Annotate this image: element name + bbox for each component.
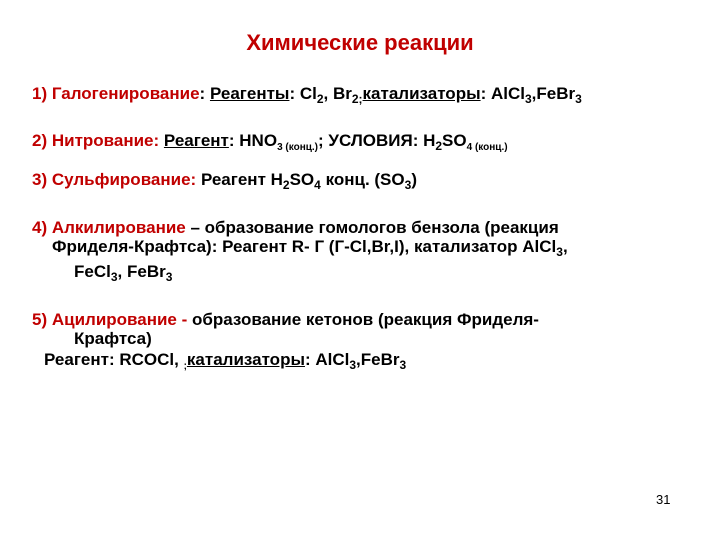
reagent-text: , Br <box>323 84 352 103</box>
reagent-text: : Cl <box>289 84 317 103</box>
subscript: 3 <box>404 178 412 192</box>
description-text: Фриделя-Крафтса): Реагент R- Г (Г-Cl,Br,I), катализатор AlCl <box>52 237 557 256</box>
reagent-text: Реагент H <box>196 170 283 189</box>
subscript: 3 <box>165 270 173 284</box>
catalyst-text: ,FeBr <box>356 350 400 369</box>
item-line <box>32 218 692 237</box>
catalyst-text: ,FeBr <box>531 84 576 103</box>
item-heading: 4) Алкилирование <box>32 218 186 237</box>
description-text: – образование гомологов бензола (реакция <box>185 218 559 237</box>
reagent-text: ) <box>411 170 417 189</box>
subscript: 2 <box>316 92 324 106</box>
reagent-text: SO <box>289 170 315 189</box>
item-line <box>32 262 692 287</box>
item-line <box>32 310 692 329</box>
subscript: 3 <box>556 245 563 259</box>
subscript: 4 (конц.) <box>466 142 508 153</box>
description-text: образование кетонов (реакция Фриделя- <box>192 310 539 329</box>
catalysts-label: катализаторы <box>362 84 481 103</box>
item-heading: 5) Ацилирование - <box>32 310 192 329</box>
page-title: Химические реакции <box>246 30 474 55</box>
subscript: 3 <box>110 270 118 284</box>
item-heading: 2) Нитрование: <box>32 131 160 150</box>
item-acylation <box>32 310 692 376</box>
description-text: , FeBr <box>117 262 166 281</box>
item-line <box>32 329 692 348</box>
item-halogenation <box>32 84 692 109</box>
subscript: ; <box>183 361 187 372</box>
catalyst-text: : AlCl <box>480 84 525 103</box>
reagent-text: конц. (SO <box>320 170 405 189</box>
description-text: , <box>562 237 568 256</box>
subscript: 2; <box>351 92 363 106</box>
subscript: 2 <box>435 139 443 153</box>
item-nitration <box>32 131 692 157</box>
reagents-label: Реагенты <box>209 84 290 103</box>
item-heading: 1) Галогенирование <box>32 84 200 103</box>
catalysts-label: катализаторы <box>186 350 305 369</box>
subscript: 3 <box>399 358 407 372</box>
conditions-text: ; УСЛОВИЯ: H <box>318 131 436 150</box>
catalyst-text: : AlCl <box>304 350 350 369</box>
item-alkylation <box>32 218 692 287</box>
reagent-label: Реагент <box>163 131 229 150</box>
item-line <box>32 350 692 376</box>
conditions-text: SO <box>442 131 467 150</box>
item-heading: 3) Сульфирование: <box>32 170 197 189</box>
item-sulfonation <box>32 170 692 195</box>
subscript: 3 <box>349 358 357 372</box>
reagent-text: Реагент: RCOCl, <box>44 350 184 369</box>
subscript: 3 <box>524 92 532 106</box>
colon-text: : <box>199 84 206 103</box>
description-text: Крафтса) <box>74 329 152 348</box>
reagent-text: : HNO <box>228 131 278 150</box>
subscript: 3 (конц.) <box>277 142 319 153</box>
subscript: 2 <box>282 178 290 192</box>
subscript: 4 <box>314 178 321 192</box>
item-line <box>32 237 692 262</box>
page-number: 31 <box>656 492 671 507</box>
subscript: 3 <box>575 92 582 106</box>
description-text: FeCl <box>74 262 111 281</box>
